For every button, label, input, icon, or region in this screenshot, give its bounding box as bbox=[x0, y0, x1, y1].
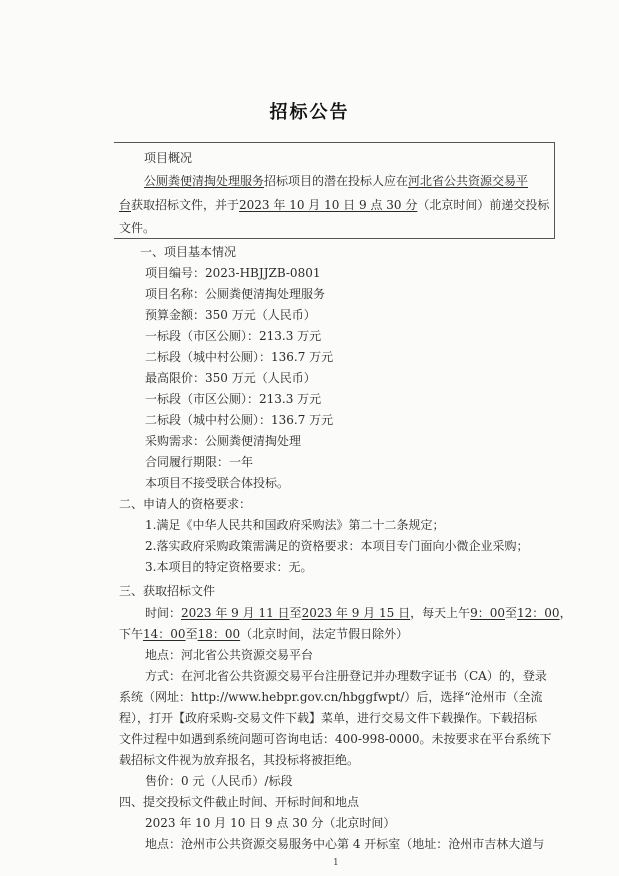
obtain-method-2: 系统（网址：http://www.hebpr.gov.cn/hbggfwpt/）后，选择“沧州市（全流 bbox=[119, 690, 543, 704]
time-text: ，每天上午 bbox=[410, 606, 471, 620]
overview-platform: 河北省公共资源交易平 bbox=[408, 174, 529, 188]
am-start: 9：00 bbox=[470, 606, 506, 620]
time-text: ， bbox=[559, 606, 572, 620]
requirement-3: 3.本项目的特定资格要求：无。 bbox=[145, 560, 313, 574]
lot1-max-price: 一标段（市区公厕）：213.3 万元 bbox=[145, 392, 322, 406]
overview-deadline: 2023 年 10 月 10 日 9 点 30 分 bbox=[239, 198, 418, 212]
overview-text: 招标项目的潜在投标人应在 bbox=[264, 174, 409, 188]
time-label: 时间： bbox=[145, 606, 182, 620]
obtain-method-3: 程），打开【政府采购-交易文件下载】菜单，进行交易文件下载操作。下载招标 bbox=[119, 711, 538, 725]
obtain-method-5: 载招标文件视为放弃报名，其投标将被拒绝。 bbox=[119, 753, 360, 767]
submission-time: 2023 年 10 月 10 日 9 点 30 分（北京时间） bbox=[145, 816, 396, 830]
requirement-2: 2.落实政府采购政策需满足的资格要求：本项目专门面向小微企业采购； bbox=[145, 539, 529, 553]
overview-line-3: 文件。 bbox=[119, 221, 156, 235]
consortium-note: 本项目不接受联合体投标。 bbox=[145, 476, 290, 490]
obtain-place: 地点：河北省公共资源交易平台 bbox=[145, 648, 314, 662]
obtain-time-line-1 bbox=[145, 606, 572, 620]
obtain-method-4: 文件过程中如遇到系统问题可咨询电话：400-998-0000。未按要求在平台系统下 bbox=[119, 732, 552, 746]
time-text: 下午 bbox=[119, 627, 144, 641]
section-heading: 一、项目基本情况 bbox=[140, 245, 237, 259]
obtain-method-1: 方式：在河北省公共资源交易平台注册登记并办理数字证书（CA）的，登录 bbox=[145, 669, 547, 683]
page-title: 招标公告 bbox=[269, 102, 350, 123]
project-name: 项目名称：公厕粪便清掏处理服务 bbox=[145, 287, 326, 301]
pm-start: 14：00 bbox=[143, 627, 186, 641]
overview-text: （北京时间）前递交投标 bbox=[417, 198, 550, 212]
time-text: （北京时间，法定节假日除外） bbox=[240, 627, 409, 641]
pm-end: 18：00 bbox=[197, 627, 241, 641]
obtain-time-line-2 bbox=[119, 627, 408, 641]
start-date: 2023 年 9 月 11 日 bbox=[181, 606, 290, 620]
overview-heading: 项目概况 bbox=[144, 151, 193, 165]
procurement-demand: 采购需求：公厕粪便清掏处理 bbox=[145, 434, 302, 448]
overview-line-1 bbox=[144, 174, 528, 188]
requirement-1: 1.满足《中华人民共和国政府采购法》第二十二条规定； bbox=[145, 518, 445, 532]
end-date: 2023 年 9 月 15 日 bbox=[301, 606, 411, 620]
contract-period: 合同履行期限：一年 bbox=[145, 455, 254, 469]
max-price: 最高限价：350 万元（人民币） bbox=[145, 371, 316, 385]
time-text: 至 bbox=[505, 606, 518, 620]
lot2-max-price: 二标段（城中村公厕）：136.7 万元 bbox=[145, 413, 334, 427]
section-heading: 四、提交投标文件截止时间、开标时间和地点 bbox=[119, 795, 360, 809]
lot2-budget: 二标段（城中村公厕）：136.7 万元 bbox=[145, 350, 334, 364]
section-heading: 三、获取招标文件 bbox=[119, 584, 216, 598]
overview-platform-cont: 台 bbox=[119, 198, 132, 212]
lot1-budget: 一标段（市区公厕）：213.3 万元 bbox=[145, 329, 322, 343]
time-text: 至 bbox=[289, 606, 302, 620]
budget-amount: 预算金额：350 万元（人民币） bbox=[145, 308, 316, 322]
am-end: 12：00 bbox=[517, 606, 560, 620]
section-heading: 二、申请人的资格要求： bbox=[119, 497, 252, 511]
project-number: 项目编号：2023-HBJJZB-0801 bbox=[145, 266, 321, 280]
page-number: 1 bbox=[333, 858, 339, 868]
overview-text: 获取招标文件，并于 bbox=[131, 198, 240, 212]
document-price: 售价：0 元（人民币）/标段 bbox=[145, 774, 293, 788]
project-overview-box bbox=[114, 142, 555, 239]
submission-place: 地点：沧州市公共资源交易服务中心第 4 开标室（地址：沧州市吉林大道与 bbox=[145, 837, 545, 851]
overview-project-name: 公厕粪便清掏处理服务 bbox=[144, 174, 265, 188]
overview-line-2 bbox=[119, 198, 549, 212]
time-text: 至 bbox=[185, 627, 198, 641]
